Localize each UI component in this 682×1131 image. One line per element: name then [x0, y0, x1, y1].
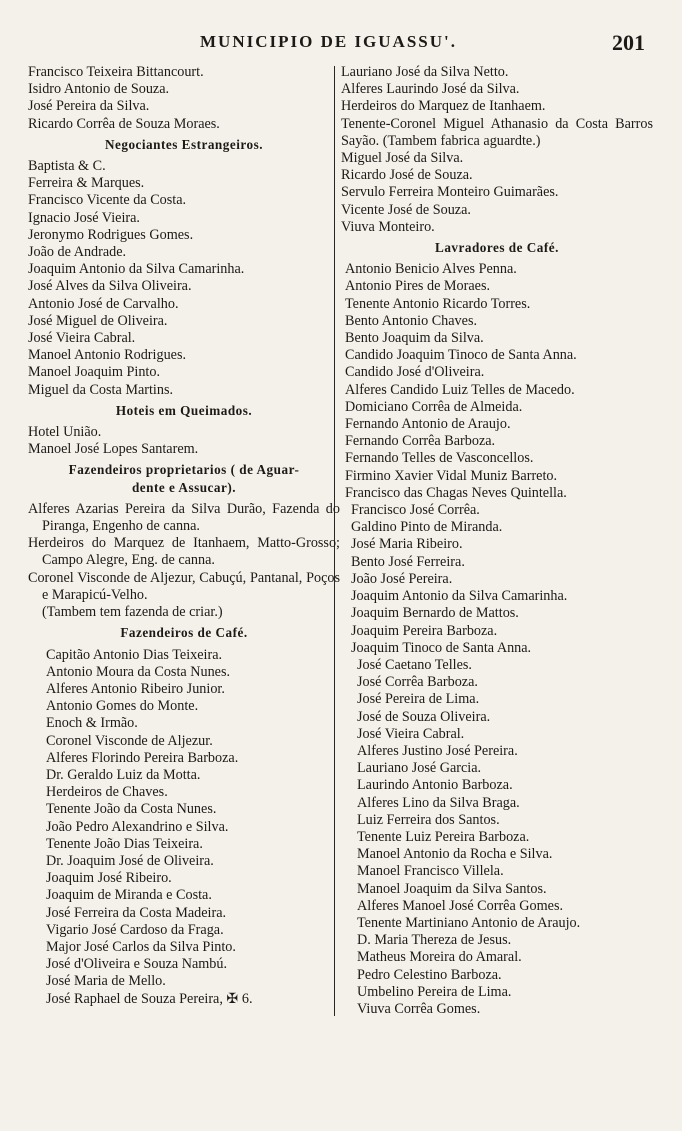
lavradores-list-a: [341, 261, 653, 502]
list-item: Dr. Joaquim José de Oliveira.: [46, 852, 214, 869]
section-heading-fazendeiros-cafe: Fazendeiros de Café.: [120, 625, 248, 641]
list-item: Herdeiros do Marquez de Itanhaem, Matto-Grosso; Campo Alegre, Eng. de canna.: [28, 535, 340, 569]
list-item: Manoel Francisco Villela.: [357, 863, 504, 880]
list-item: Tenente Luiz Pereira Barboza.: [357, 828, 530, 845]
list-item: Joaquim Antonio da Silva Camarinha.: [28, 261, 245, 278]
list-item: José Ferreira da Costa Madeira.: [46, 904, 227, 921]
list-item: Tenente-Coronel Miguel Athanasio da Costa Barros Sayão. (Tambem fabrica aguardte.): [341, 115, 653, 149]
list-item: Pedro Celestino Barboza.: [357, 966, 502, 983]
list-item: Antonio Gomes do Monte.: [46, 698, 199, 715]
list-item: Joaquim José Ribeiro.: [46, 870, 172, 887]
list-item: Umbelino Pereira de Lima.: [357, 983, 512, 1000]
list-item: Isidro Antonio de Souza.: [28, 81, 170, 98]
list-item: Enoch & Irmão.: [46, 715, 138, 732]
list-item: Joaquim Bernardo de Mattos.: [351, 605, 519, 622]
heading-line: dente e Assucar).: [131, 479, 237, 495]
list-item: José Vieira Cabral.: [357, 725, 465, 742]
list-item: José Vieira Cabral.: [28, 330, 136, 347]
right-column: [341, 64, 653, 1018]
list-item: Galdino Pinto de Miranda.: [351, 519, 503, 536]
list-item: Herdeiros do Marquez de Itanhaem.: [341, 98, 546, 115]
list-item: Antonio Benicio Alves Penna.: [345, 261, 517, 278]
list-item: Alferes Azarias Pereira da Silva Durão, Fazenda do Piranga, Engenho de canna.: [28, 500, 340, 535]
list-item: Fernando Telles de Vasconcellos.: [345, 450, 534, 467]
page-header: [0, 30, 682, 60]
list-item: Manoel Joaquim da Silva Santos.: [357, 880, 547, 897]
list-item: Tenente Antonio Ricardo Torres.: [345, 295, 531, 312]
list-item: Luiz Ferreira dos Santos.: [357, 811, 500, 828]
list-item: Matheus Moreira do Amaral.: [357, 949, 522, 966]
list-item: Joaquim de Miranda e Costa.: [46, 887, 212, 904]
list-item: Alferes Candido Luiz Telles de Macedo.: [345, 381, 575, 398]
list-item: Alferes Antonio Ribeiro Junior.: [46, 680, 225, 697]
list-item: Joaquim Pereira Barboza.: [351, 622, 498, 639]
page-title: MUNICIPIO DE IGUASSU'.: [200, 32, 457, 51]
list-item: Fernando Corrêa Barboza.: [345, 433, 496, 450]
list-item: Jeronymo Rodrigues Gomes.: [28, 226, 194, 243]
list-item: Major José Carlos da Silva Pinto.: [46, 938, 236, 955]
list-item: José Pereira da Silva.: [28, 98, 150, 115]
list-item: Lauriano José Garcia.: [357, 760, 482, 777]
list-item: D. Maria Thereza de Jesus.: [357, 932, 512, 949]
list-item: Hotel União.: [28, 424, 102, 441]
list-item: Francisco Teixeira Bittancourt.: [28, 64, 204, 80]
fazendeiros-cafe-list: [28, 647, 340, 1008]
list-item: Manoel Joaquim Pinto.: [28, 364, 161, 381]
list-item: Vigario José Cardoso da Fraga.: [46, 921, 224, 938]
list-item: Candido José d'Oliveira.: [345, 364, 485, 381]
list-item: Antonio Moura da Costa Nunes.: [46, 663, 231, 680]
list-item: Francisco das Chagas Neves Quintella.: [345, 484, 567, 501]
list-item: Coronel Visconde de Aljezur, Cabuçú, Pantanal, Poços e Marapicú-Velho.: [28, 569, 340, 603]
list-item: João José Pereira.: [351, 570, 453, 587]
list-item: Bento José Ferreira.: [351, 553, 465, 570]
list-item: Manoel José Lopes Santarem.: [28, 441, 199, 458]
list-item: Dr. Geraldo Luiz da Motta.: [46, 766, 201, 783]
list-item: José de Souza Oliveira.: [357, 708, 491, 725]
list-item: José Maria de Mello.: [46, 973, 166, 990]
section-heading-hoteis: Hoteis em Queimados.: [115, 402, 253, 418]
list-item: Miguel da Costa Martins.: [28, 381, 174, 398]
list-item: José Maria Ribeiro.: [351, 536, 463, 553]
list-item: Tenente Martiniano Antonio de Araujo.: [357, 914, 581, 931]
list-item: Antonio José de Carvalho.: [28, 295, 179, 312]
section-heading-negociantes: Negociantes Estrangeiros.: [104, 136, 264, 152]
list-item: Viuva Corrêa Gomes.: [357, 1000, 481, 1017]
list-item: Tenente João Dias Teixeira.: [46, 835, 203, 852]
heading-line: Fazendeiros proprietarios ( de Aguar-: [68, 462, 300, 478]
list-item: José Caetano Telles.: [357, 656, 472, 673]
list-item: Vicente José de Souza.: [341, 201, 471, 218]
list-item: Alferes Laurindo José da Silva.: [341, 81, 520, 98]
list-item: Laurindo Antonio Barboza.: [357, 777, 513, 794]
list-item: Ignacio José Vieira.: [28, 209, 140, 226]
left-column: [28, 64, 340, 1008]
list-item: Alferes Florindo Pereira Barboza.: [46, 749, 239, 766]
lavradores-list-c: [341, 657, 653, 1018]
list-item: Ferreira & Marques.: [28, 175, 145, 192]
list-item: Joaquim Antonio da Silva Camarinha.: [351, 588, 568, 605]
list-item: Domiciano Corrêa de Almeida.: [345, 398, 523, 415]
list-item: Coronel Visconde de Aljezur.: [46, 732, 213, 749]
list-item: José Pereira de Lima.: [357, 691, 480, 708]
list-item: Viuva Monteiro.: [341, 218, 435, 235]
list-item: Antonio Pires de Moraes.: [345, 278, 491, 295]
list-item: Servulo Ferreira Monteiro Guimarães.: [341, 184, 559, 201]
list-item: José Corrêa Barboza.: [357, 674, 478, 691]
list-item: Alferes Justino José Pereira.: [357, 742, 518, 759]
list-item: Candido Joaquim Tinoco de Santa Anna.: [345, 347, 577, 364]
list-item: Alferes Lino da Silva Braga.: [357, 794, 520, 811]
list-item: Ricardo José de Souza.: [341, 167, 473, 184]
list-item: Manoel Antonio da Rocha e Silva.: [357, 846, 553, 863]
list-item: Ricardo Corrêa de Souza Moraes.: [28, 115, 220, 132]
list-item: Fernando Antonio de Araujo.: [345, 416, 511, 433]
section-heading-lavradores: Lavradores de Café.: [435, 240, 559, 256]
list-item: José Raphael de Souza Pereira, ✠ 6.: [46, 990, 253, 1007]
list-item: João de Andrade.: [28, 244, 127, 261]
list-item: Capitão Antonio Dias Teixeira.: [46, 646, 223, 663]
list-note: (Tambem tem fazenda de criar.): [42, 604, 223, 621]
list-item: Herdeiros de Chaves.: [46, 784, 168, 801]
list-item: Francisco Vicente da Costa.: [28, 192, 187, 209]
list-item: Bento Antonio Chaves.: [345, 312, 478, 329]
list-item: Miguel José da Silva.: [341, 150, 464, 167]
list-item: Tenente João da Costa Nunes.: [46, 801, 217, 818]
lavradores-list-b: [341, 502, 653, 657]
list-item: Francisco José Corrêa.: [351, 502, 480, 519]
list-item: Bento Joaquim da Silva.: [345, 330, 484, 347]
list-item: Firmino Xavier Vidal Muniz Barreto.: [345, 467, 558, 484]
list-item: José d'Oliveira e Souza Nambú.: [46, 956, 228, 973]
list-item: José Alves da Silva Oliveira.: [28, 278, 192, 295]
list-item: Lauriano José da Silva Netto.: [341, 64, 509, 80]
section-heading-fazendeiros-proprietarios: [28, 461, 340, 495]
list-item: Baptista & C.: [28, 158, 106, 175]
list-item: Alferes Manoel José Corrêa Gomes.: [357, 897, 564, 914]
list-item: João Pedro Alexandrino e Silva.: [46, 818, 229, 835]
page-number: 201: [612, 30, 645, 55]
list-item: Manoel Antonio Rodrigues.: [28, 347, 187, 364]
list-item: José Miguel de Oliveira.: [28, 312, 168, 329]
list-item: Joaquim Tinoco de Santa Anna.: [351, 639, 532, 656]
